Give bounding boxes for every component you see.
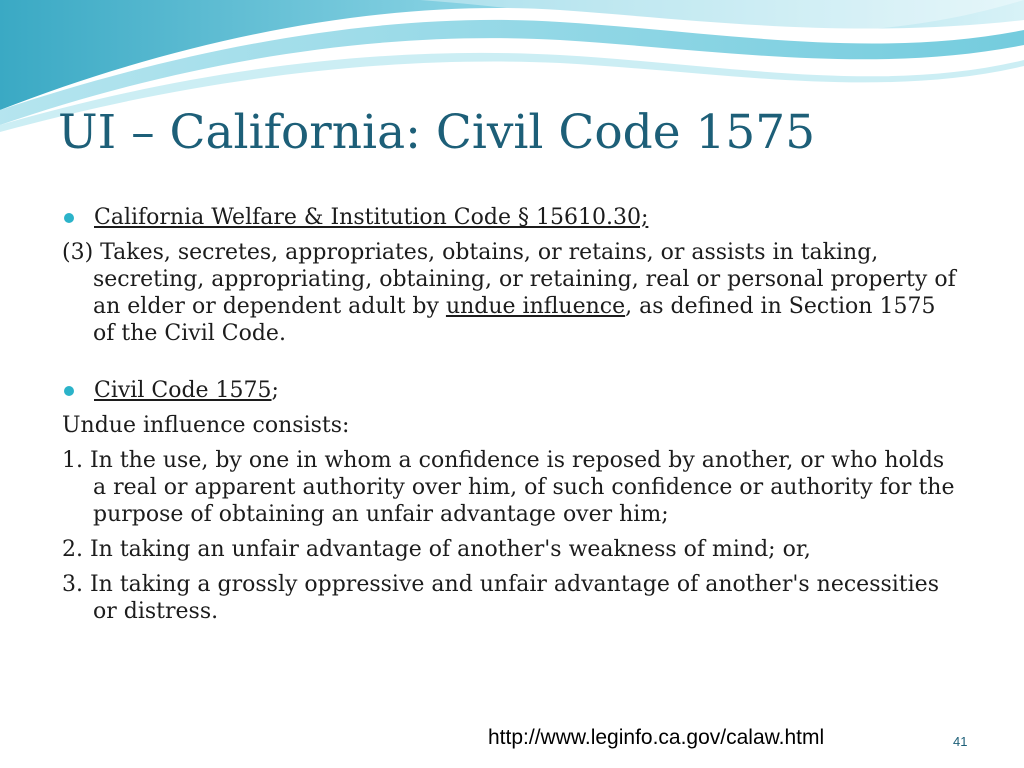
- slide-title: UI – California: Civil Code 1575: [58, 105, 816, 160]
- civil-code-heading-suffix: ;: [271, 378, 279, 403]
- civil-code-item-3: 3. In taking a grossly oppressive and unfair advantage of another's necessities or distress.: [62, 572, 939, 624]
- civil-code-intro: Undue influence consists:: [62, 413, 350, 438]
- civil-code-heading: Civil Code 1575: [94, 378, 272, 403]
- bullet-civil-code: [62, 377, 962, 404]
- footer-url: http://www.leginfo.ca.gov/calaw.html: [488, 726, 825, 749]
- civil-code-item-2: 2. In taking an unfair advantage of another's weakness of mind; or,: [62, 537, 811, 562]
- welfare-code-text-prefix: (3) Takes, secretes, appropriates, obtains, or retains, or assists in taking, secreting, appropriating, obtaining, or retaining, real or personal property of an elder or dependent adult by: [62, 240, 956, 319]
- undue-influence-link: undue influence: [445, 294, 626, 319]
- bullet-icon: [64, 213, 74, 223]
- slide-body: [62, 204, 962, 625]
- welfare-code-text-suffix: , as defined in Section 1575 of the Civil Code.: [93, 294, 936, 346]
- bullet-icon: [64, 386, 74, 396]
- civil-code-item-1: 1. In the use, by one in whom a confidence is reposed by another, or who holds a real or apparent authority over him, of such confidence or authority for the purpose of obtaining an unfair advantage over him;: [62, 448, 955, 527]
- bullet-welfare-code: [62, 204, 962, 231]
- page-number: 41: [953, 734, 968, 749]
- welfare-code-text: [62, 239, 962, 347]
- welfare-code-heading: California Welfare & Institution Code § 15610.30;: [94, 205, 649, 230]
